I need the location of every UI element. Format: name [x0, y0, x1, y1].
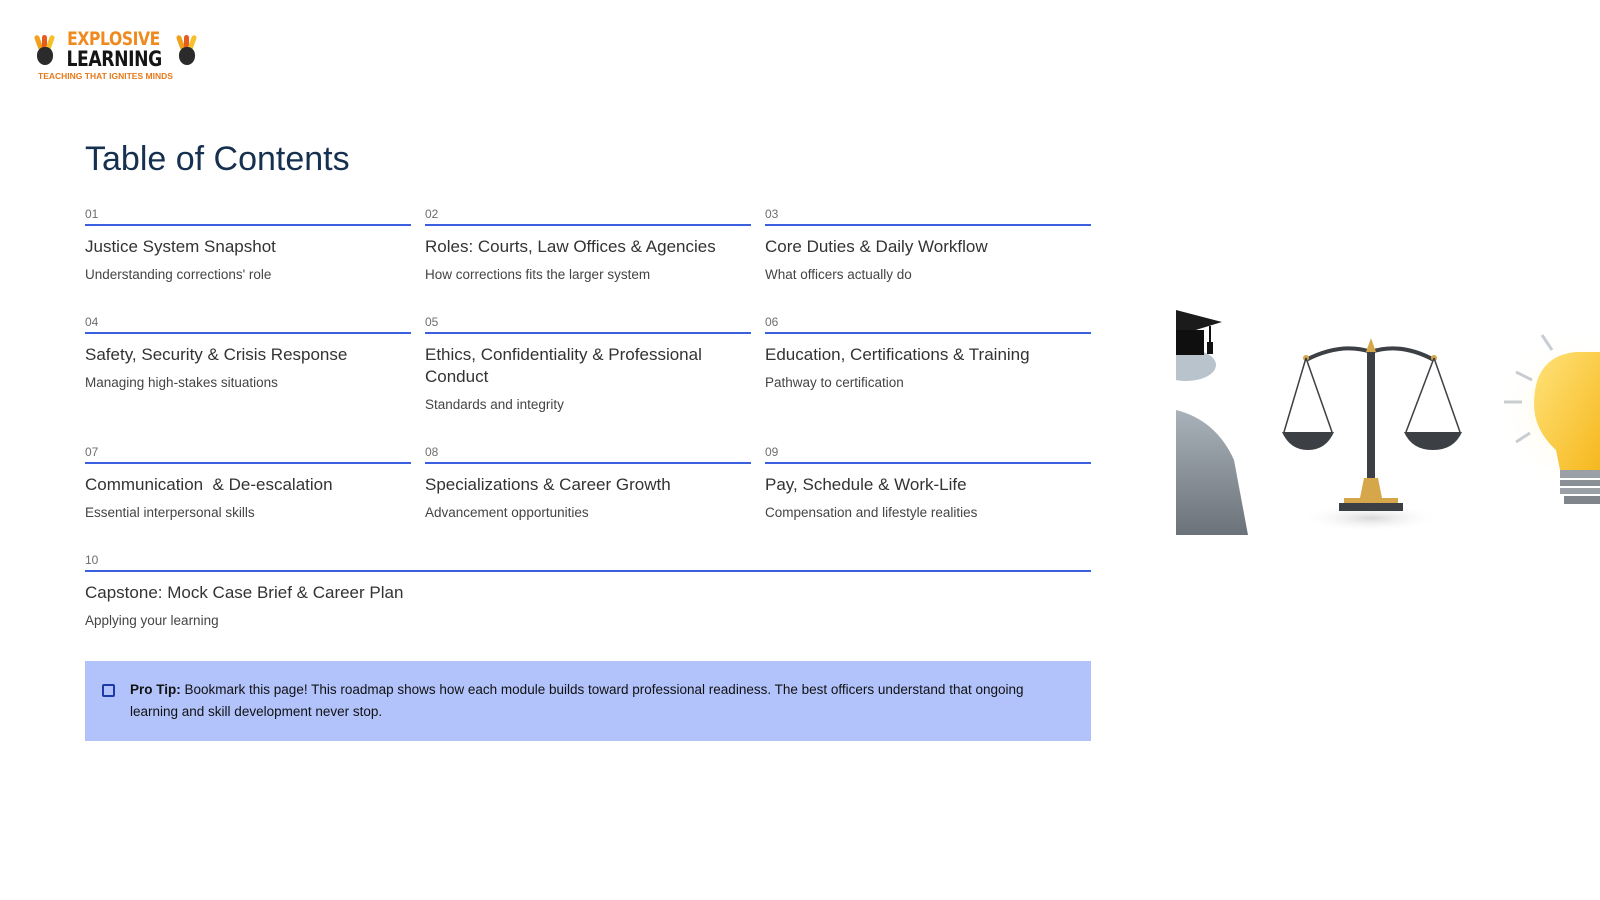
module-title: Education, Certifications & Training	[765, 345, 1030, 364]
brand-logo	[34, 30, 194, 92]
brand-tagline: TEACHING THAT IGNITES MINDS	[38, 71, 173, 81]
module-number: 05	[425, 315, 751, 334]
toc-item-01[interactable]	[85, 207, 411, 315]
brand-name-line2: LEARNING	[66, 47, 162, 71]
flame-head-icon	[34, 35, 52, 65]
pro-tip-text: Bookmark this page! This roadmap shows how each module builds toward professional readiness. The best officers understand that ongoing learning and skill development never stop.	[130, 682, 1024, 719]
module-subtitle: Advancement opportunities	[425, 505, 589, 520]
module-subtitle: Compensation and lifestyle realities	[765, 505, 978, 520]
module-number: 02	[425, 207, 751, 226]
module-number: 08	[425, 445, 751, 464]
module-title: Safety, Security & Crisis Response	[85, 345, 348, 364]
lightbulb-icon	[1496, 330, 1600, 504]
module-title: Communication & De-escalation	[85, 475, 333, 494]
toc-item-06[interactable]	[765, 315, 1091, 445]
module-number: 09	[765, 445, 1091, 464]
module-number: 07	[85, 445, 411, 464]
module-number: 03	[765, 207, 1091, 226]
toc-grid	[85, 207, 1091, 628]
module-subtitle: How corrections fits the larger system	[425, 267, 651, 282]
module-subtitle: Essential interpersonal skills	[85, 505, 255, 520]
module-title: Ethics, Confidentiality & Professional Conduct	[425, 345, 702, 386]
module-title: Pay, Schedule & Work-Life	[765, 475, 967, 494]
module-number: 04	[85, 315, 411, 334]
toc-item-08[interactable]	[425, 445, 751, 553]
module-title: Justice System Snapshot	[85, 237, 276, 256]
pro-tip-box	[85, 661, 1091, 741]
module-number: 01	[85, 207, 411, 226]
toc-item-04[interactable]	[85, 315, 411, 445]
module-title: Roles: Courts, Law Offices & Agencies	[425, 237, 716, 256]
module-title: Specializations & Career Growth	[425, 475, 671, 494]
toc-item-05[interactable]	[425, 315, 751, 445]
pro-tip-label: Pro Tip:	[130, 682, 181, 697]
scales-of-justice-icon	[1282, 338, 1462, 532]
illustration-strip	[1176, 290, 1600, 560]
module-subtitle: Managing high-stakes situations	[85, 375, 278, 390]
toc-item-07[interactable]	[85, 445, 411, 553]
module-number: 10	[85, 553, 1091, 572]
toc-item-09[interactable]	[765, 445, 1091, 553]
module-subtitle: Pathway to certification	[765, 375, 904, 390]
toc-item-10[interactable]	[85, 553, 1091, 628]
toc-item-03[interactable]	[765, 207, 1091, 315]
brand-name-line1: EXPLOSIVE	[67, 28, 161, 50]
module-number: 06	[765, 315, 1091, 334]
module-subtitle: Standards and integrity	[425, 397, 564, 412]
toc-item-02[interactable]	[425, 207, 751, 315]
flame-head-icon	[176, 35, 194, 65]
module-subtitle: Applying your learning	[85, 613, 219, 628]
module-title: Core Duties & Daily Workflow	[765, 237, 988, 256]
module-subtitle: Understanding corrections' role	[85, 267, 272, 282]
note-icon	[102, 684, 115, 697]
page-title: Table of Contents	[85, 140, 350, 178]
module-subtitle: What officers actually do	[765, 267, 912, 282]
module-title: Capstone: Mock Case Brief & Career Plan	[85, 583, 404, 602]
graduate-icon	[1176, 310, 1248, 535]
